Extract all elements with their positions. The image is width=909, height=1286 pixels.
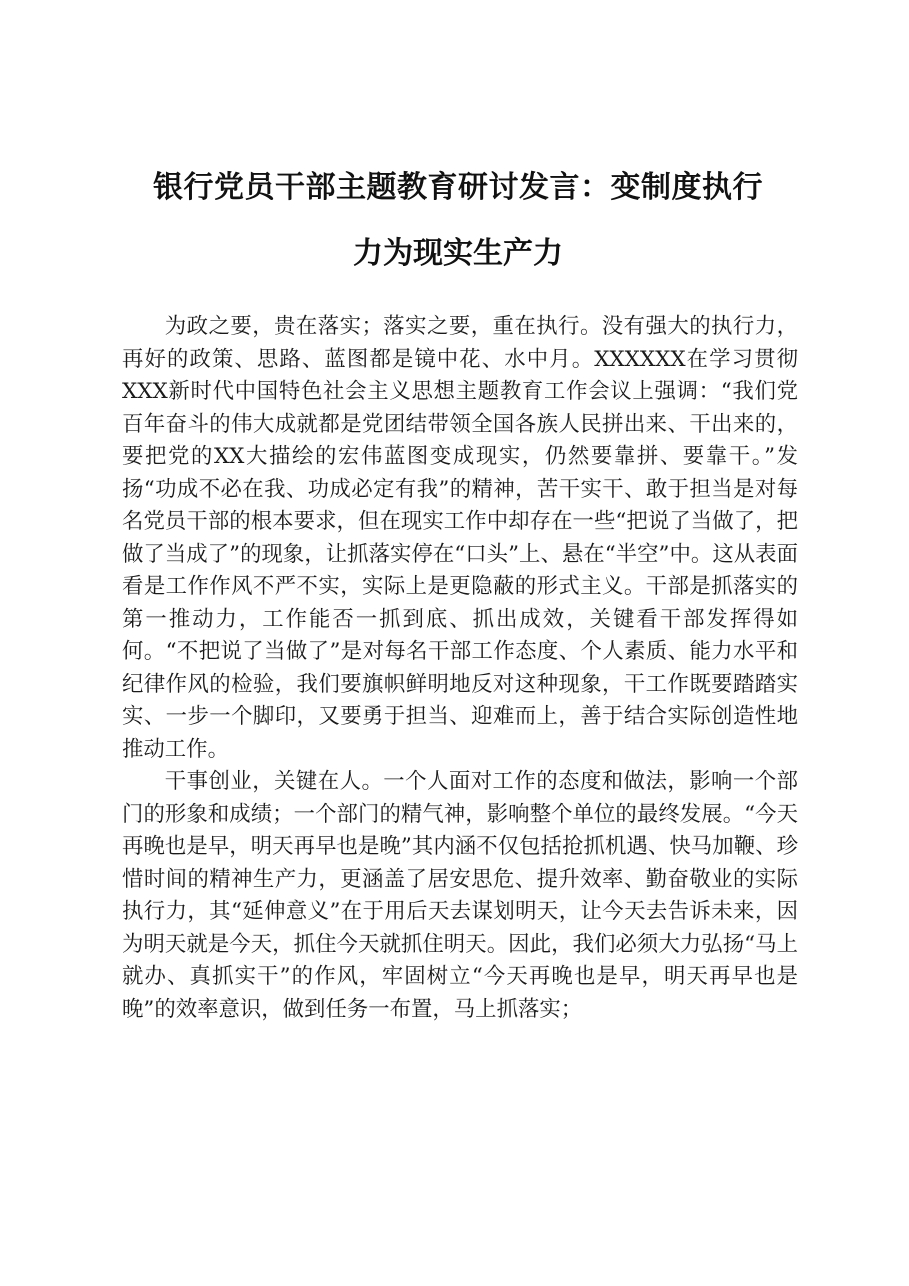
paragraph-1: 为政之要，贵在落实；落实之要，重在执行。没有强大的执行力，再好的政策、思路、蓝图都是镜中花、水中月。XXXXXX在学习贯彻XXX新时代中国特色社会主义思想主题教育工作会议上强调：“我们党百年奋斗的伟大成就都是党团结带领全国各族人民拼出来、干出来的，要把党的XX大描绘的宏伟蓝图变成现实，仍然要靠拼、要靠干。”发扬“功成不必在我、功成必定有我”的精神，苦干实干、敢于担当是对每名党员干部的根本要求，但在现实工作中却存在一些“把说了当做了，把做了当成了”的现象，让抓落实停在“口头”上、悬在“半空”中。这从表面看是工作作风不严不实，实际上是更隐蔽的形式主义。干部是抓落实的第一推动力，工作能否一抓到底、抓出成效，关键看干部发挥得如何。“不把说了当做了”是对每名干部工作态度、个人素质、能力水平和纪律作风的检验，我们要旗帜鲜明地反对这种现象，干工作既要踏踏实实、一步一个脚印，又要勇于担当、迎难而上，善于结合实际创造性地推动工作。 [122, 314, 798, 762]
paragraph-2: 干事创业，关键在人。一个人面对工作的态度和做法，影响一个部门的形象和成绩；一个部门的精气神，影响整个单位的最终发展。“今天再晚也是早，明天再早也是晚”其内涵不仅包括抢抓机遇、快马加鞭、珍惜时间的精神生产力，更涵盖了居安思危、提升效率、勤奋敬业的实际执行力，其“延伸意义”在于用后天去谋划明天，让今天去告诉未来，因为明天就是今天，抓住今天就抓住明天。因此，我们必须大力弘扬“马上就办、真抓实干”的作风，牢固树立“今天再晚也是早，明天再早也是晚”的效率意识，做到任务一布置，马上抓落实； [122, 769, 798, 1022]
document-title-line-2: 力为现实生产力 [353, 236, 563, 271]
document-body [122, 311, 798, 1026]
document-title-line-1: 银行党员干部主题教育研讨发言：变制度执行 [153, 170, 763, 205]
